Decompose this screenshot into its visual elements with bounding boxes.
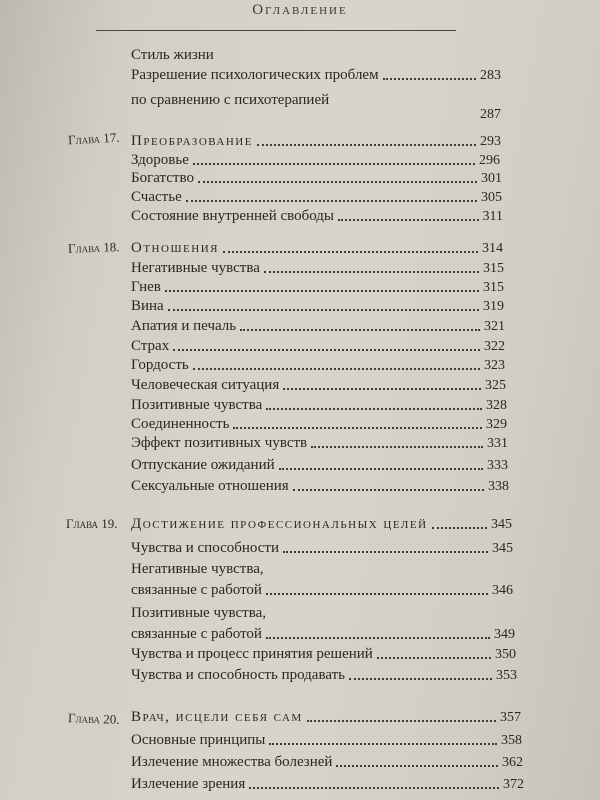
dot-leader — [223, 250, 478, 253]
dot-leader — [173, 348, 480, 351]
toc-entry-page: 349 — [494, 627, 515, 642]
toc-entry-title: Человеческая ситуация — [131, 377, 280, 393]
toc-entry-title: Излечение зрения — [131, 776, 246, 792]
dot-leader — [283, 550, 488, 553]
toc-entry-page: 305 — [481, 190, 502, 205]
toc-entry — [131, 559, 513, 579]
dot-leader — [193, 162, 475, 165]
dot-leader — [377, 656, 491, 659]
toc-entry-title: связанные с работой — [131, 582, 262, 598]
toc-entry-title: Стиль жизни — [131, 47, 214, 63]
toc-entry-page: 331 — [487, 436, 508, 451]
toc-entry-page: 311 — [482, 209, 503, 224]
dot-leader — [168, 308, 479, 311]
toc-entry-page: 314 — [482, 241, 503, 256]
toc-entry-page: 321 — [484, 319, 505, 334]
toc-entry-title: Страх — [131, 338, 170, 354]
toc-entry-page: 333 — [487, 458, 508, 473]
toc-entry-title: Позитивные чувства, — [131, 605, 267, 621]
dot-leader — [266, 636, 490, 639]
toc-entry-page: 315 — [483, 261, 504, 276]
dot-leader — [311, 445, 483, 448]
toc-entry-page: 362 — [502, 755, 523, 770]
toc-entry — [131, 603, 514, 623]
toc-entry-page: 329 — [486, 417, 507, 432]
toc-entry-title: Сексуальные отношения — [131, 478, 289, 494]
dot-leader — [257, 143, 476, 146]
toc-entry-title: Отпускание ожиданий — [131, 457, 275, 473]
toc-entry-title: Апатия и печаль — [131, 318, 237, 334]
toc-entry-page: 345 — [491, 517, 512, 532]
toc-entry-title: Богатство — [131, 170, 194, 186]
toc-entry-title: Чувства и способности — [131, 540, 280, 556]
toc-entry-page: 296 — [479, 153, 500, 168]
dot-leader — [198, 180, 477, 183]
dot-leader — [338, 218, 479, 221]
toc-chapter-title — [131, 514, 512, 534]
toc-entry-title: Соединенность — [131, 416, 230, 432]
toc-entry — [131, 580, 513, 600]
toc-entry — [131, 624, 515, 644]
toc-entry — [131, 316, 505, 336]
dot-leader — [279, 467, 483, 470]
toc-entry — [131, 395, 507, 415]
toc-entry — [131, 336, 505, 356]
toc-entry-page: 319 — [483, 299, 504, 314]
toc-chapter-title — [131, 131, 501, 151]
toc-entry-title: Здоровье — [131, 152, 189, 168]
toc-entry — [131, 296, 504, 316]
toc-entry-page: 357 — [500, 710, 521, 725]
toc-entry-title: Гнев — [131, 279, 161, 295]
toc-entry-title: Позитивные чувства — [131, 397, 263, 413]
toc-entry-title: Чувства и способность продавать — [131, 667, 346, 683]
toc-entry-title: Разрешение психологических проблем — [131, 67, 379, 83]
toc-entry — [131, 206, 503, 226]
toc-entry-page: 287 — [480, 107, 501, 122]
toc-entry-page: 328 — [486, 398, 507, 413]
dot-leader — [349, 677, 492, 680]
dot-leader — [293, 488, 484, 491]
toc-entry-page: 315 — [483, 280, 504, 295]
toc-entry — [131, 187, 502, 207]
toc-entry-page: 323 — [484, 358, 505, 373]
toc-entry-page: 325 — [485, 378, 506, 393]
dot-leader — [432, 526, 487, 529]
toc-entry — [131, 168, 502, 188]
toc-entry-title: Счастье — [131, 189, 182, 205]
chapter-label-20: Глава 20. — [67, 710, 120, 727]
toc-entry-title: Эффект позитивных чувств — [131, 435, 308, 451]
chapter-label-18: Глава 18. — [67, 239, 120, 256]
toc-entry — [131, 774, 524, 794]
running-header: Оглавление — [252, 2, 348, 18]
toc-entry — [131, 644, 516, 664]
dot-leader — [240, 328, 480, 331]
toc-entry-page: 322 — [484, 339, 505, 354]
toc-entry-page: 372 — [503, 777, 524, 792]
toc-entry — [131, 730, 522, 750]
toc-entry-page: 353 — [496, 668, 517, 683]
toc-entry — [131, 752, 523, 772]
dot-leader — [383, 77, 476, 80]
toc-entry-page: 338 — [488, 479, 509, 494]
toc-entry-page: 283 — [480, 68, 501, 83]
toc-entry-title: Негативные чувства — [131, 260, 260, 276]
chapter-label-17: Глава 17. — [67, 129, 120, 148]
toc-entry — [131, 277, 504, 297]
toc-entry-title: Чувства и процесс принятия решений — [131, 646, 373, 662]
toc-entry — [131, 476, 509, 496]
toc-entry-title: связанные с работой — [131, 626, 262, 642]
toc-entry — [131, 258, 504, 278]
dot-leader — [336, 764, 498, 767]
toc-entry-title: Отношения — [131, 240, 219, 256]
dot-leader — [249, 786, 499, 789]
toc-entry-page: 358 — [501, 733, 522, 748]
dot-leader — [283, 387, 481, 390]
toc-entry — [131, 65, 501, 85]
dot-leader — [233, 426, 482, 429]
toc-entry-title: Излечение множества болезней — [131, 754, 333, 770]
dot-leader — [193, 367, 480, 370]
toc-entry — [131, 414, 507, 434]
dot-leader — [307, 719, 496, 722]
toc-entry — [131, 455, 508, 475]
toc-entry-title: Преобразование — [131, 133, 253, 149]
toc-entry-page: 293 — [480, 134, 501, 149]
toc-entry — [131, 375, 506, 395]
dot-leader — [165, 289, 479, 292]
header-rule — [96, 30, 456, 31]
toc-chapter-title — [131, 238, 503, 258]
toc-entry — [131, 665, 517, 685]
toc-entry — [131, 538, 513, 558]
toc-entry-title: Вина — [131, 298, 164, 314]
toc-entry-page: 301 — [481, 171, 502, 186]
toc-entry-title: по сравнению с психотерапией — [131, 92, 330, 108]
toc-entry-title: Негативные чувства, — [131, 561, 264, 577]
toc-entry-page: 346 — [492, 583, 513, 598]
toc-entry — [131, 45, 501, 65]
toc-entry-title: Состояние внутренней свободы — [131, 208, 335, 224]
toc-entry-title: Гордость — [131, 357, 189, 373]
toc-entry — [131, 433, 508, 453]
toc-entry — [131, 355, 505, 375]
toc-entry-page: 350 — [495, 647, 516, 662]
toc-entry — [131, 150, 500, 170]
toc-chapter-title — [131, 707, 521, 727]
toc-entry-title: Врач, исцели себя сам — [131, 709, 303, 725]
dot-leader — [266, 407, 482, 410]
dot-leader — [264, 270, 479, 273]
toc-entry-title: Достижение профессиональных целей — [131, 516, 428, 532]
dot-leader — [333, 104, 476, 105]
dot-leader — [269, 742, 497, 745]
toc-entry-page: 345 — [492, 541, 513, 556]
toc-entry-title: Основные принципы — [131, 732, 266, 748]
chapter-label-19: Глава 19. — [66, 516, 118, 531]
dot-leader — [266, 592, 488, 595]
dot-leader — [186, 199, 477, 202]
toc-entry — [131, 90, 501, 122]
